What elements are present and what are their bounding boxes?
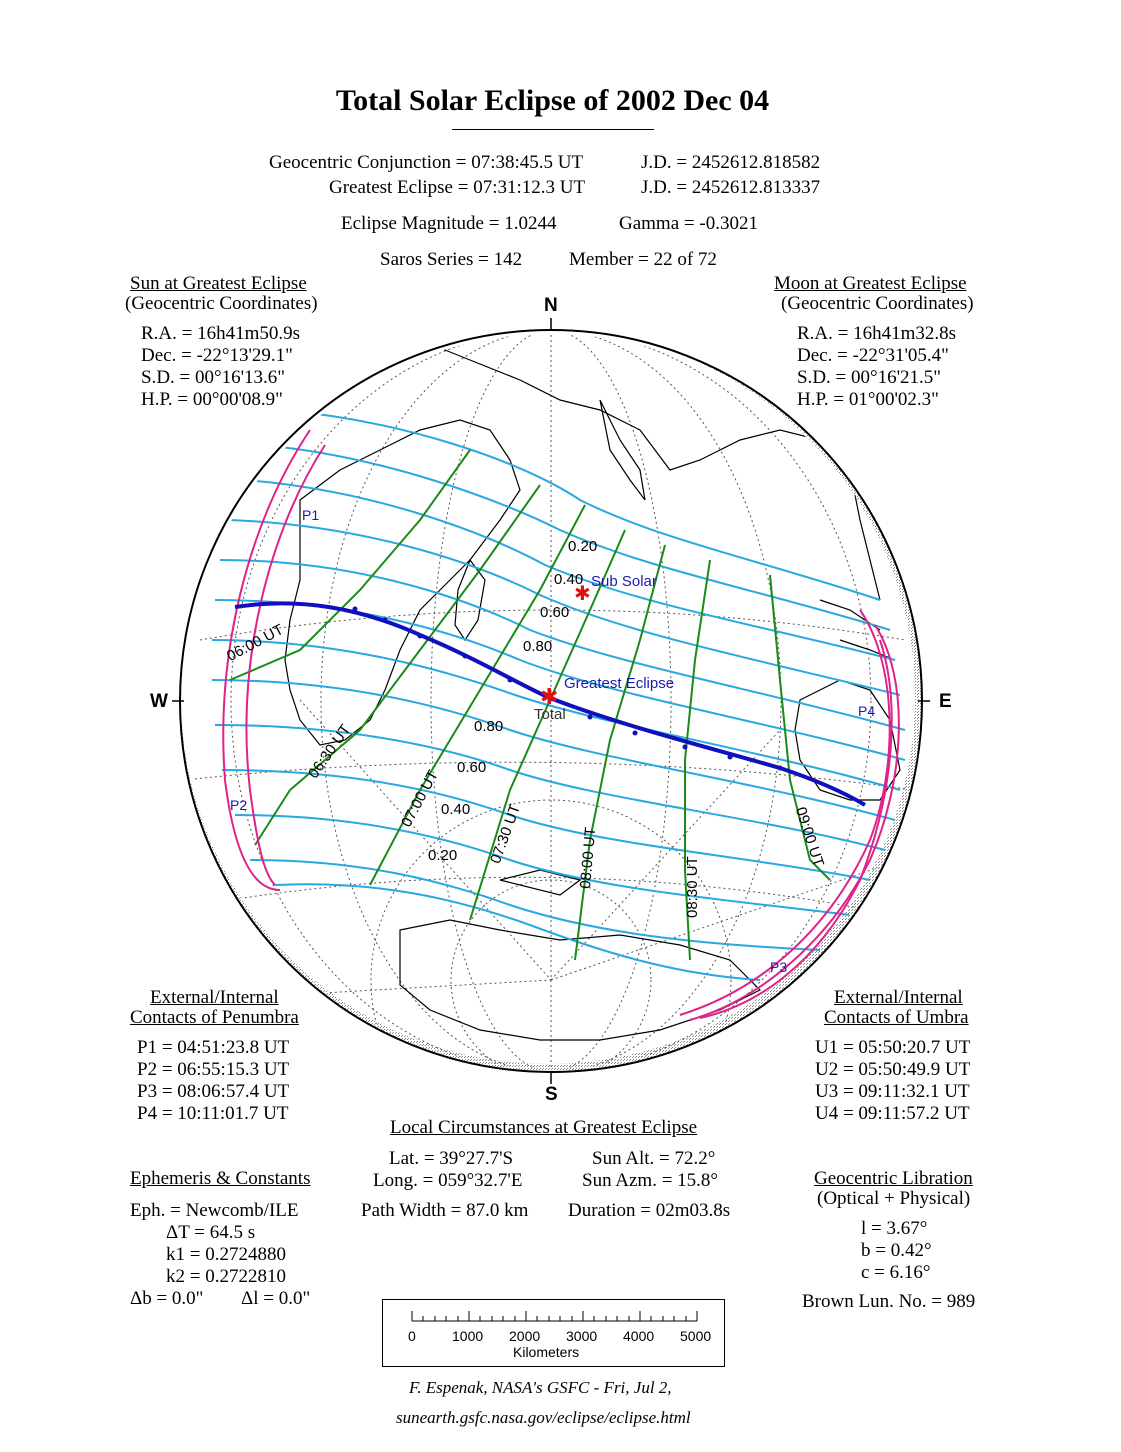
page-title: Total Solar Eclipse of 2002 Dec 04: [335, 84, 770, 117]
umbra-u4: U4 = 09:11:57.2 UT: [815, 1103, 970, 1124]
time-label: 06:00 UT: [224, 621, 287, 666]
libration-c: c = 6.16°: [861, 1262, 931, 1283]
libration-heading: Geocentric Libration: [814, 1168, 973, 1189]
penumbra-heading-2: Contacts of Penumbra: [130, 1007, 299, 1028]
saros-member: Member = 22 of 72: [569, 249, 717, 270]
greatest-eclipse-marker: ✱: [540, 685, 559, 710]
libration-b: b = 0.42°: [861, 1240, 932, 1261]
contact-p2-label: P2: [230, 797, 248, 813]
moon-subheading: (Geocentric Coordinates): [781, 293, 974, 314]
ephemeris-heading: Ephemeris & Constants: [130, 1168, 311, 1189]
scale-tick-label: 1000: [452, 1328, 484, 1344]
time-label: 06:30 UT: [305, 721, 355, 782]
greatest-eclipse-jd: J.D. = 2452612.813337: [641, 177, 821, 198]
mag-label: 0.80: [523, 638, 553, 655]
conjunction-time: Geocentric Conjunction = 07:38:45.5 UT: [269, 152, 584, 173]
local-path-width: Path Width = 87.0 km: [361, 1200, 529, 1221]
saros-series: Saros Series = 142: [380, 249, 523, 270]
contact-p1-label: P1: [302, 507, 320, 523]
ephemeris-delta-l: Δl = 0.0": [241, 1288, 311, 1309]
greatest-eclipse-time: Greatest Eclipse = 07:31:12.3 UT: [329, 177, 586, 198]
umbra-u3: U3 = 09:11:32.1 UT: [815, 1081, 970, 1102]
sun-subheading: (Geocentric Coordinates): [125, 293, 318, 314]
local-duration: Duration = 02m03.8s: [568, 1200, 731, 1221]
moon-heading: Moon at Greatest Eclipse: [774, 273, 967, 294]
sun-heading: Sun at Greatest Eclipse: [130, 273, 307, 294]
umbra-heading-2: Contacts of Umbra: [824, 1007, 969, 1028]
penumbra-p4: P4 = 10:11:01.7 UT: [137, 1103, 289, 1124]
libration-subheading: (Optical + Physical): [817, 1188, 971, 1209]
scale-tick-label: 5000: [680, 1328, 712, 1344]
greatest-eclipse-label: Greatest Eclipse: [564, 675, 675, 692]
scale-unit: Kilometers: [513, 1344, 580, 1360]
credit-url: sunearth.gsfc.nasa.gov/eclipse/eclipse.html: [396, 1408, 691, 1427]
eclipse-gamma: Gamma = -0.3021: [619, 213, 758, 234]
umbra-u2: U2 = 05:50:49.9 UT: [815, 1059, 971, 1080]
ephemeris-k1: k1 = 0.2724880: [166, 1244, 286, 1265]
time-label: 08:00 UT: [577, 826, 600, 890]
conjunction-jd: J.D. = 2452612.818582: [641, 152, 821, 173]
sun-dec: Dec. = -22°13'29.1": [141, 345, 293, 366]
libration-l: l = 3.67°: [861, 1218, 928, 1239]
sub-solar-marker: ✱: [574, 581, 591, 605]
mag-label: 0.20: [428, 847, 458, 864]
penumbra-p1: P1 = 04:51:23.8 UT: [137, 1037, 290, 1058]
ephemeris-delta-t: ΔT = 64.5 s: [166, 1222, 256, 1243]
moon-ra: R.A. = 16h41m32.8s: [797, 323, 957, 344]
penumbra-heading-1: External/Internal: [150, 987, 279, 1008]
scale-tick-label: 2000: [509, 1328, 541, 1344]
umbra-heading-1: External/Internal: [834, 987, 963, 1008]
local-long: Long. = 059°32.7'E: [373, 1170, 523, 1191]
sun-hp: H.P. = 00°00'08.9": [141, 389, 283, 410]
scale-tick-label: 0: [408, 1328, 416, 1344]
mag-label: 0.40: [441, 801, 471, 818]
mag-label: 0.60: [457, 759, 487, 776]
sub-solar-label: Sub Solar: [591, 573, 657, 590]
scale-tick-label: 3000: [566, 1328, 598, 1344]
time-label: 07:00 UT: [398, 767, 442, 830]
local-heading: Local Circumstances at Greatest Eclipse: [390, 1117, 698, 1138]
sun-sd: S.D. = 00°16'13.6": [141, 367, 286, 388]
mag-label: 0.20: [568, 538, 598, 555]
ephemeris-k2: k2 = 0.2722810: [166, 1266, 286, 1287]
time-label: 08:30 UT: [684, 856, 701, 918]
time-label: 07:30 UT: [487, 802, 525, 866]
umbra-u1: U1 = 05:50:20.7 UT: [815, 1037, 971, 1058]
mag-label: 0.40: [554, 571, 584, 588]
sun-ra: R.A. = 16h41m50.9s: [141, 323, 301, 344]
mag-label: 0.60: [540, 604, 570, 621]
compass-north: N: [544, 295, 558, 316]
moon-sd: S.D. = 00°16'21.5": [797, 367, 942, 388]
ephemeris-delta-b: Δb = 0.0": [130, 1288, 204, 1309]
total-label: Total: [534, 706, 566, 723]
moon-dec: Dec. = -22°31'05.4": [797, 345, 949, 366]
local-sun-alt: Sun Alt. = 72.2°: [592, 1148, 716, 1169]
compass-west: W: [150, 691, 168, 712]
time-label: 09:00 UT: [791, 805, 828, 869]
compass-south: S: [545, 1084, 558, 1105]
scale-tick-label: 4000: [623, 1328, 655, 1344]
contact-p4-label: P4: [858, 703, 876, 719]
local-lat: Lat. = 39°27.7'S: [389, 1148, 514, 1169]
brown-lunation: Brown Lun. No. = 989: [802, 1291, 976, 1312]
contact-p3-label: P3: [770, 959, 788, 975]
moon-hp: H.P. = 01°00'02.3": [797, 389, 939, 410]
compass-east: E: [939, 691, 952, 712]
penumbra-p2: P2 = 06:55:15.3 UT: [137, 1059, 290, 1080]
local-sun-azm: Sun Azm. = 15.8°: [582, 1170, 719, 1191]
eclipse-magnitude: Eclipse Magnitude = 1.0244: [341, 213, 557, 234]
mag-label: 0.80: [474, 718, 504, 735]
credit-author: F. Espenak, NASA's GSFC - Fri, Jul 2,: [409, 1378, 672, 1397]
ephemeris-eph: Eph. = Newcomb/ILE: [130, 1200, 299, 1221]
penumbra-p3: P3 = 08:06:57.4 UT: [137, 1081, 290, 1102]
